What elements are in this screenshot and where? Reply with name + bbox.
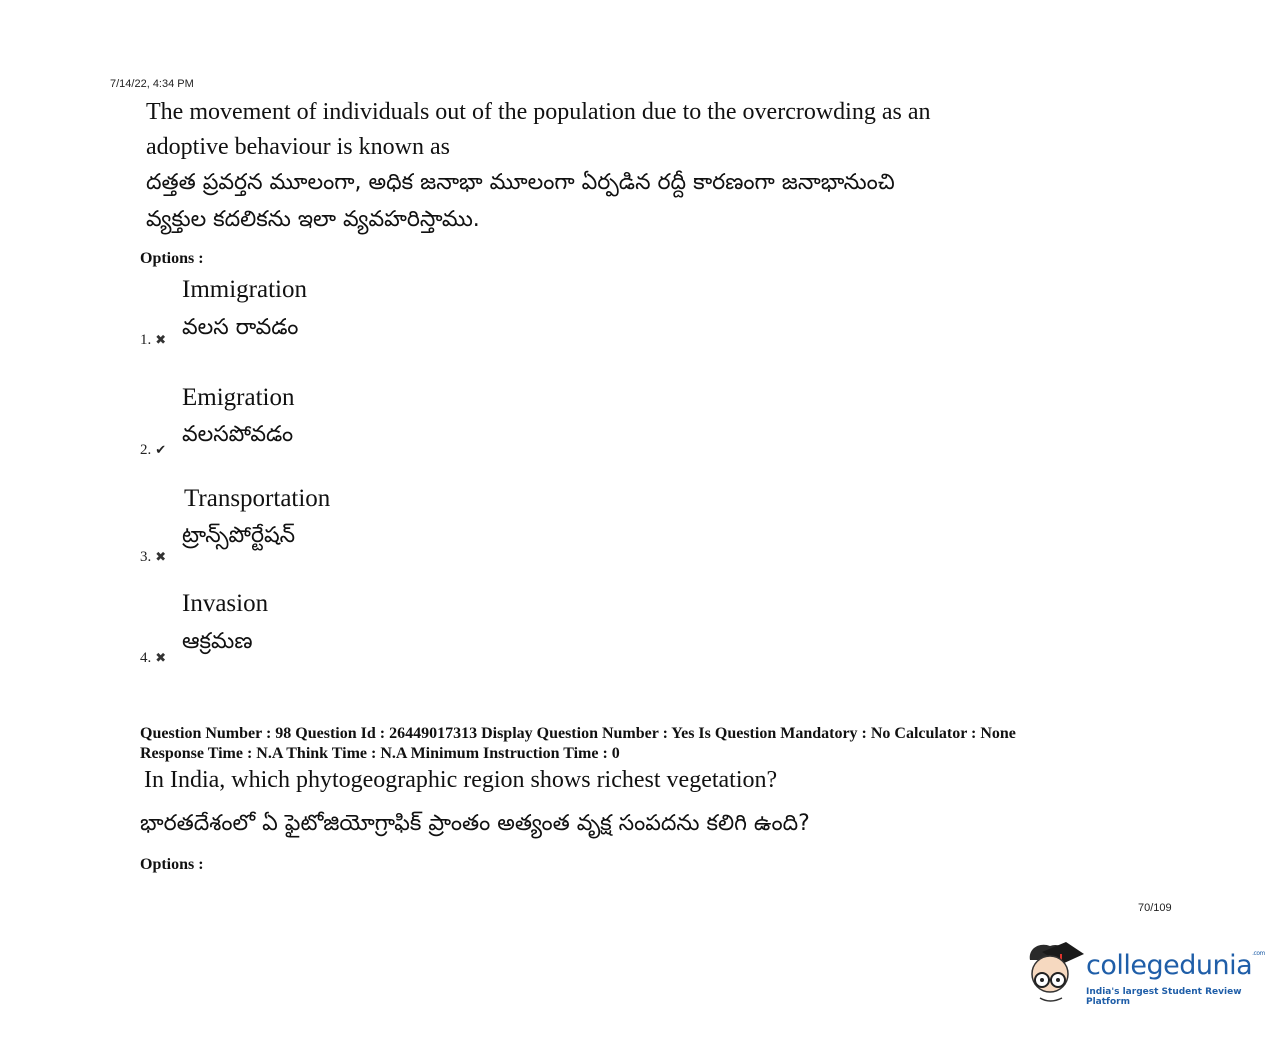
question-text-en-line2: adoptive behaviour is known as [146, 134, 450, 160]
mascot-icon [1022, 938, 1084, 1008]
question-98-text-te: భారతదేశంలో ఏ ఫైటోజియోగ్రాఫిక్ ప్రాంతం అత్యంత వృక్ష సంపదను కలిగి ఉంది? [140, 811, 810, 836]
option-1-number-label: 1. [140, 332, 152, 348]
cross-icon: ✖ [155, 550, 167, 565]
brand-name-text: collegedunia [1086, 950, 1253, 981]
cross-icon: ✖ [155, 333, 167, 348]
options-label: Options : [140, 250, 204, 267]
collegedunia-logo [1022, 938, 1265, 1008]
option-4-number [140, 650, 166, 667]
options-label-98: Options : [140, 856, 204, 873]
option-1-text-en: Immigration [182, 276, 307, 303]
option-2-number-label: 2. [140, 442, 152, 458]
option-3-text-te: ట్రాన్స్‌పోర్టేషన్ [182, 523, 296, 548]
question-meta-line1: Question Number : 98 Question Id : 26449017313 Display Question Number : Yes Is Question Mandatory : No Calculator : None [140, 725, 1016, 742]
option-4-text-en: Invasion [182, 590, 269, 617]
option-2-number [140, 442, 166, 459]
option-2-text-en: Emigration [182, 384, 295, 411]
brand-tagline: India's largest Student Review Platform [1086, 987, 1242, 1007]
option-3-number [140, 549, 166, 566]
question-text-te-line2: వ్యక్తుల కదలికను ఇలా వ్యవహరిస్తాము. [146, 207, 480, 232]
option-1-number [140, 332, 166, 349]
question-text-te-line1: దత్తత ప్రవర్తన మూలంగా, అధిక జనాభా మూలంగా ఏర్పడిన రద్దీ కారణంగా జనాభానుంచి [146, 170, 895, 195]
option-3-number-label: 3. [140, 549, 152, 565]
option-1-text-te: వలస రావడం [182, 315, 299, 340]
question-text-en-line1: The movement of individuals out of the population due to the overcrowding as an [146, 99, 931, 125]
page-number: 70/109 [1138, 902, 1172, 914]
option-3-text-en: Transportation [184, 485, 331, 512]
brand-name [1086, 950, 1265, 981]
question-meta-line2: Response Time : N.A Think Time : N.A Minimum Instruction Time : 0 [140, 745, 620, 762]
print-timestamp: 7/14/22, 4:34 PM [110, 78, 194, 90]
option-2-text-te: వలసపోవడం [182, 422, 294, 447]
brand-suffix: .com [1252, 950, 1265, 957]
cross-icon: ✖ [155, 651, 167, 666]
option-4-text-te: ఆక్రమణ [182, 629, 253, 654]
check-icon: ✔ [155, 443, 167, 458]
question-98-text-en: In India, which phytogeographic region shows richest vegetation? [144, 767, 778, 793]
option-4-number-label: 4. [140, 650, 152, 666]
